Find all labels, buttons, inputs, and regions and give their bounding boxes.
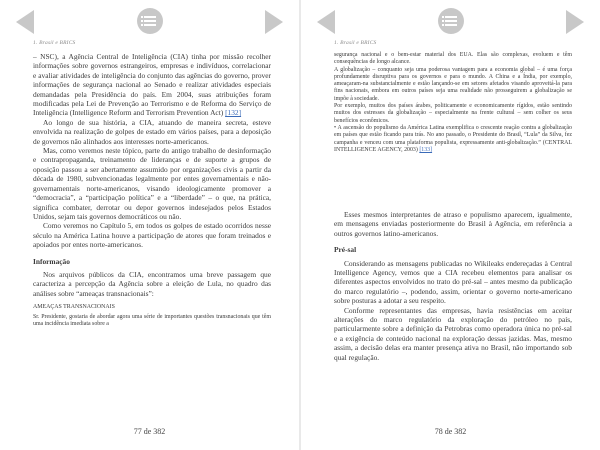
paragraph: Esses mesmos interpretantes de atraso e populismo aparecem, igualmente, em mensagens enviadas posteriormente do Brasil à Agência, em referência a outros governos latino-americanos. (334, 210, 572, 238)
paragraph: Considerando as mensagens publicadas no Wikileaks endereçadas à Central Intelligence Agency, vemos que a CIA recebeu elementos para analisar os diferentes aspectos envolvidos no trato do pré-sal – antes mesmo da publicação do marco regulatório –, podendo, assim, orientar o governo norte-americano sobre posturas a adotar a seu respeito. (334, 258, 572, 306)
left-page-text (33, 52, 271, 329)
quote-text: A globalização – conquanto seja uma poderosa vantagem para a economia global – é uma força profundamente disruptiva para os governos e para o mundo. A China e a Índia, por exemplo, ameaçaram-na substancialmente e estão lançando-se em setores afetados visando aproveitá-la para fins nacionais, embora em outros países seja uma realidade não prosseguirem a globalização se impõe à sociedade. (334, 66, 572, 102)
footnote-link[interactable]: [132] (225, 108, 242, 118)
quote-text: Por exemplo, muitos dos países árabes, politicamente e economicamente rígidos, estão sentindo muitos dos estresses da globalização – especialmente na frente cultural – sem colher os seus benefícios econômicos. (334, 103, 572, 124)
quote-text: Sr. Presidente, gostaria de abordar agora uma série de importantes questões transnacionais que têm uma incidência imediata sobre a (33, 313, 271, 328)
paragraph: – NSC), a Agência Central de Inteligência (CIA) tinha por missão recolher informações sobre governos estrangeiros, empresas e indivíduos, correlacionar e avaliar atividades de inteligência do conjunto das agências do governo, prover informações de segurança nacional ao Senado e realizar atividades especiais demandadas pela Presidência do país. Em 2004, suas atribuições foram modificadas pela Lei de Prevenção ao Terrorismo e de Reforma do Serviço de Inteligência (Intelligence Reform and Terrorism Prevention Act) [132] (33, 52, 271, 118)
previous-page-button[interactable] (16, 10, 34, 34)
quote-title: AMEAÇAS TRANSNACIONAIS (33, 304, 115, 311)
next-page-button[interactable] (566, 10, 584, 34)
section-heading: Pré-sal (334, 245, 357, 255)
next-page-button[interactable] (265, 10, 283, 34)
block-quote (33, 304, 271, 329)
paragraph: Como veremos no Capítulo 5, em todos os golpes de estado ocorridos nesse século na América Latina houve a participação de atores que foram treinados e apoiados por entes norte-americanos. (33, 221, 271, 250)
quote-text: segurança nacional e o bem-estar material dos EUA. Elas são complexas, evoluem e têm consequências de longo alcance. (334, 52, 572, 66)
left-page (0, 0, 299, 450)
paragraph: Ao longo de sua história, a CIA, atuando de maneira secreta, esteve envolvida na realização de golpes de estado em vários países, para a deposição de governos não alinhados aos interesses norte-americanos. (33, 117, 271, 146)
page-number: 78 de 382 (434, 427, 467, 436)
menu-button[interactable] (438, 8, 464, 34)
paragraph: Mas, como veremos neste tópico, parte do antigo trabalho de desinformação e contrapropaganda, treinamento de lideranças e de suporte a grupos de oposição passou a ser abertamente assumido por organizações civis a partir da década de 1980, subvencionadas legalmente por entes governamentais e não-governamentais norte-americanos, visando ideologicamente promover a “democracia”, a “participação política” e a “liberdade” – o que, na prática, significa combater, derrotar ou depor governos indesejados pelos Estados Unidos, sejam tais governos democráticos ou não. (33, 146, 271, 221)
right-toolbar (301, 8, 600, 38)
page-number: 77 de 382 (133, 427, 166, 436)
left-toolbar (0, 8, 299, 38)
running-header: 1. Brasil e BRICS (33, 40, 76, 46)
footnote-link[interactable]: [133] (419, 146, 433, 153)
running-header: 1. Brasil e BRICS (334, 40, 377, 46)
section-heading: Informação (33, 256, 70, 266)
menu-button[interactable] (137, 8, 163, 34)
previous-page-button[interactable] (317, 10, 335, 34)
paragraph: Conforme representantes das empresas, havia resistências em aceitar alterações do marco regulatório da exploração do petróleo no país, particularmente sobre a definição da Petrobras como operadora única no pré-sal e a exigência de conteúdo nacional na exploração dessas jazidas. Mas, mesmo assim, a decisão delas era manter presença ativa no Brasil, não importando sob qual regulação. (334, 305, 572, 362)
block-quote-continued (334, 52, 572, 154)
paragraph: Nos arquivos públicos da CIA, encontramos uma breve passagem que caracteriza a percepção da Agência sobre a eleição de Lula, no quadro das análises sobre “ameaças transnacionais”: (33, 269, 271, 298)
right-page (301, 0, 600, 450)
quote-text: • A ascensão do populismo da América Latina exemplifica o crescente reação contra a globalização em países que estão ficando para trás. No ano passado, o Presidente do Brasil, “Lula” da Silva, fez campanha e venceu com uma plataforma populista, expressamente anti-globalização.” (CENTRAL INTELLIGENCE AGENCY, 2003) [133] (334, 124, 572, 153)
right-page-text (334, 210, 572, 362)
